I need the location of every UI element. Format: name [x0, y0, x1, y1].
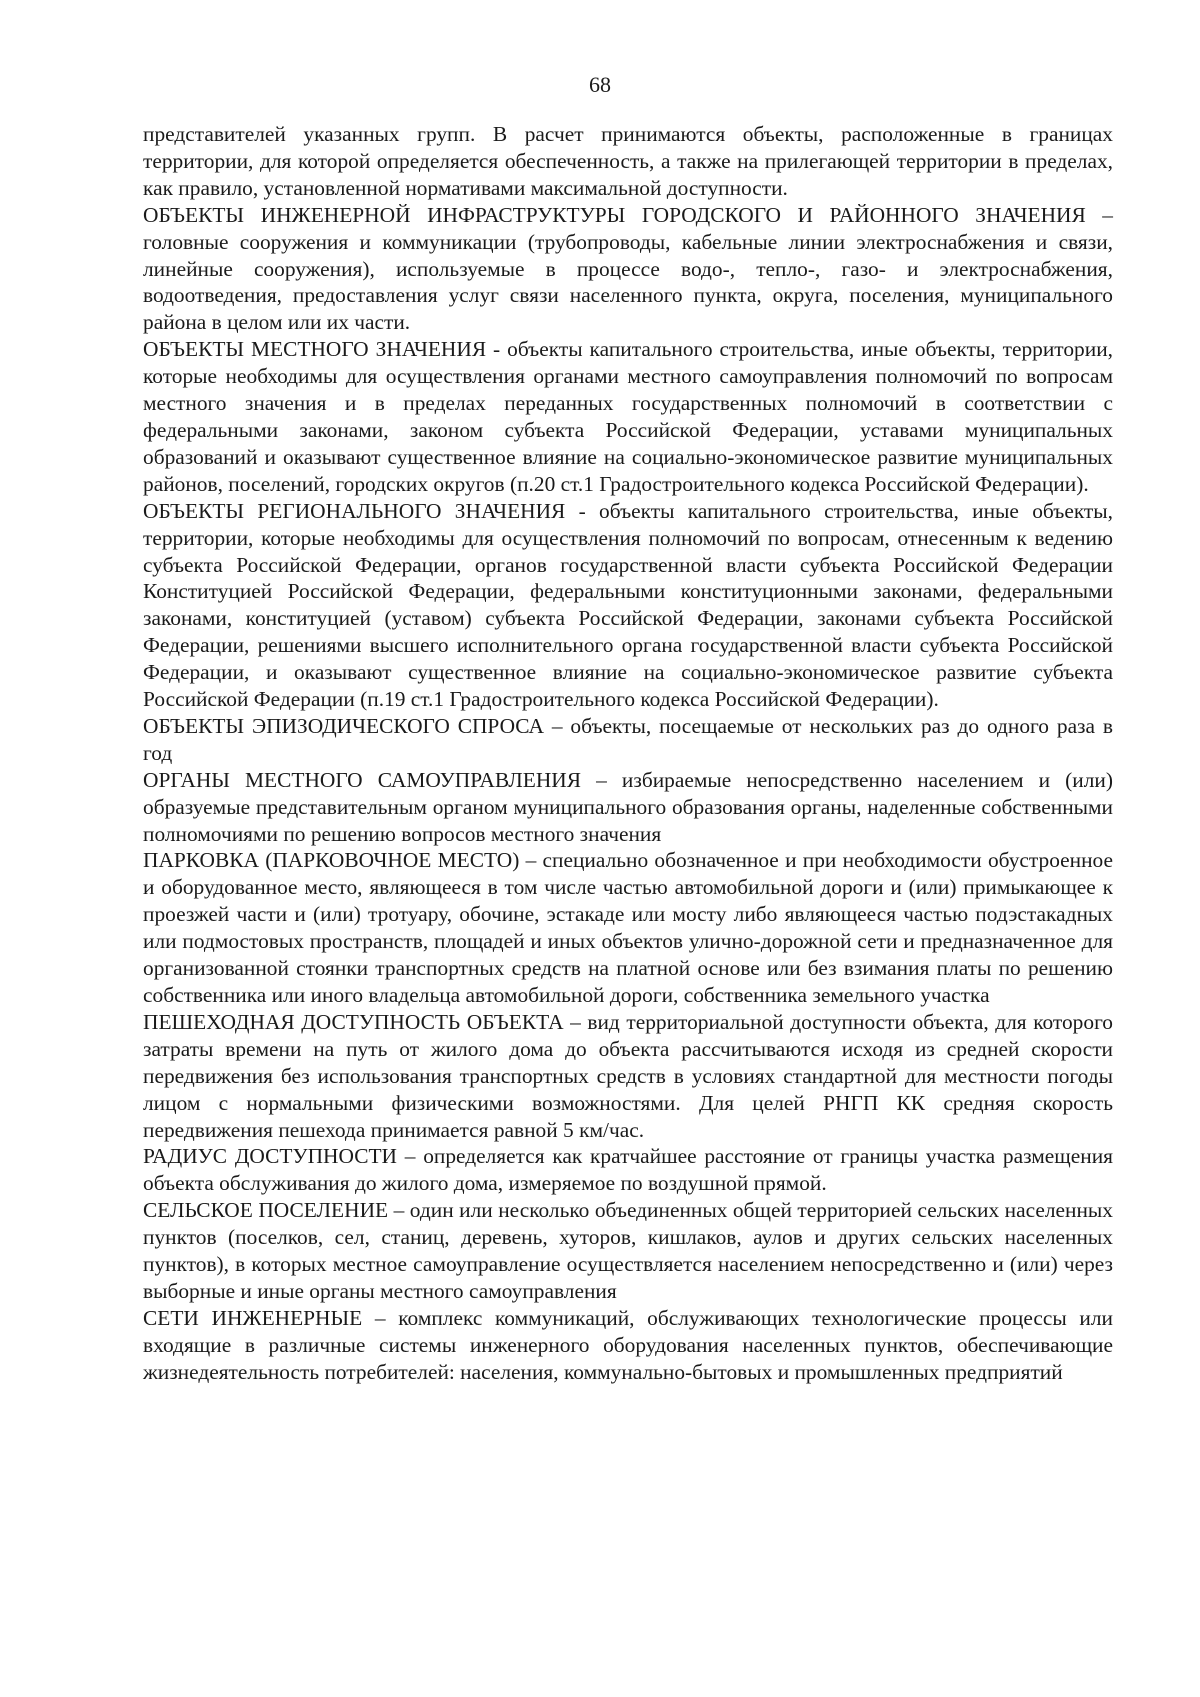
paragraph-episodic-demand: ОБЪЕКТЫ ЭПИЗОДИЧЕСКОГО СПРОСА – объекты, посещаемые от нескольких раз до одного раза в год [143, 713, 1113, 765]
paragraph-local-government: ОРГАНЫ МЕСТНОГО САМОУПРАВЛЕНИЯ – избираемые непосредственно населением и (или) образуемые представительным органом муниципального образования органы, наделенные собственными полномочиями по решению вопросов местного значения [143, 767, 1113, 846]
paragraph-parking: ПАРКОВКА (ПАРКОВОЧНОЕ МЕСТО) – специально обозначенное и при необходимости обустроенное и оборудованное место, являющееся в том числе частью автомобильной дороги и (или) примыкающее к проезжей части и (или) тротуару, обочине, эстакаде или мосту либо являющееся частью подэстакадных или подмостовых пространств, площадей и иных объектов улично-дорожной сети и предназначенное для организованной стоянки транспортных средств на платной основе или без взимания платы по решению собственника или иного владельца автомобильной дороги, собственника земельного участка [143, 848, 1113, 1007]
paragraph-engineering-networks: СЕТИ ИНЖЕНЕРНЫЕ – комплекс коммуникаций, обслуживающих технологические процессы или входящие в различные системы инженерного оборудования населенных пунктов, обеспечивающие жизнедеятельность потребителей: населения, коммунально-бытовых и промышленных предприятий [143, 1305, 1113, 1384]
paragraph-local-objects: ОБЪЕКТЫ МЕСТНОГО ЗНАЧЕНИЯ - объекты капитального строительства, иные объекты, территории, которые необходимы для осуществления органами местного самоуправления полномочий по вопросам местного значения и в пределах переданных государственных полномочий в соответствии с федеральными законами, законом субъекта Российской Федерации, уставами муниципальных образований и оказывают существенное влияние на социально-экономическое развитие муниципальных районов, поселений, городских округов (п.20 ст.1 Градостроительного кодекса Российской Федерации). [143, 337, 1113, 496]
paragraph-access-radius: РАДИУС ДОСТУПНОСТИ – определяется как кратчайшее расстояние от границы участка размещения объекта обслуживания до жилого дома, измеряемое по воздушной прямой. [143, 1144, 1113, 1196]
paragraph-pedestrian-access: ПЕШЕХОДНАЯ ДОСТУПНОСТЬ ОБЪЕКТА – вид территориальной доступности объекта, для которого затраты времени на путь от жилого дома до объекта рассчитываются исходя из средней скорости передвижения без использования транспортных средств в условиях стандартной для местности погоды лицом с нормальными физическими возможностями. Для целей РНГП КК средняя скорость передвижения пешехода принимается равной 5 км/час. [143, 1009, 1113, 1142]
paragraph-engineering-infrastructure: ОБЪЕКТЫ ИНЖЕНЕРНОЙ ИНФРАСТРУКТУРЫ ГОРОДСКОГО И РАЙОННОГО ЗНАЧЕНИЯ – головные сооружения и коммуникации (трубопроводы, кабельные линии электроснабжения и связи, линейные сооружения), используемые в процессе водо-, тепло-, газо- и электроснабжения, водоотведения, предоставления услуг связи населенного пункта, округа, поселения, муниципального района в целом или их части. [143, 202, 1113, 335]
paragraph-rural-settlement: СЕЛЬСКОЕ ПОСЕЛЕНИЕ – один или несколько объединенных общей территорией сельских населенных пунктов (поселков, сел, станиц, деревень, хуторов, кишлаков, аулов и других сельских населенных пунктов), в которых местное самоуправление осуществляется населением непосредственно и (или) через выборные и иные органы местного самоуправления [143, 1198, 1113, 1303]
page-number: 68 [589, 72, 611, 97]
paragraph-continuation: представителей указанных групп. В расчет принимаются объекты, расположенные в границах территории, для которой определяется обеспеченность, а также на прилегающей территории в пределах, как правило, установленной нормативами максимальной доступности. [143, 122, 1113, 200]
paragraph-regional-objects: ОБЪЕКТЫ РЕГИОНАЛЬНОГО ЗНАЧЕНИЯ - объекты капитального строительства, иные объекты, территории, которые необходимы для осуществления полномочий по вопросам, отнесенным к ведению субъекта Российской Федерации, органов государственной власти субъекта Российской Федерации Конституцией Российской Федерации, федеральными конституционными законами, федеральными законами, конституцией (уставом) субъекта Российской Федерации, законами субъекта Российской Федерации, решениями высшего исполнительного органа государственной власти субъекта Российской Федерации, и оказывают существенное влияние на социально-экономическое развитие субъекта Российской Федерации (п.19 ст.1 Градостроительного кодекса Российской Федерации). [143, 498, 1113, 712]
document-body [143, 121, 1113, 1386]
